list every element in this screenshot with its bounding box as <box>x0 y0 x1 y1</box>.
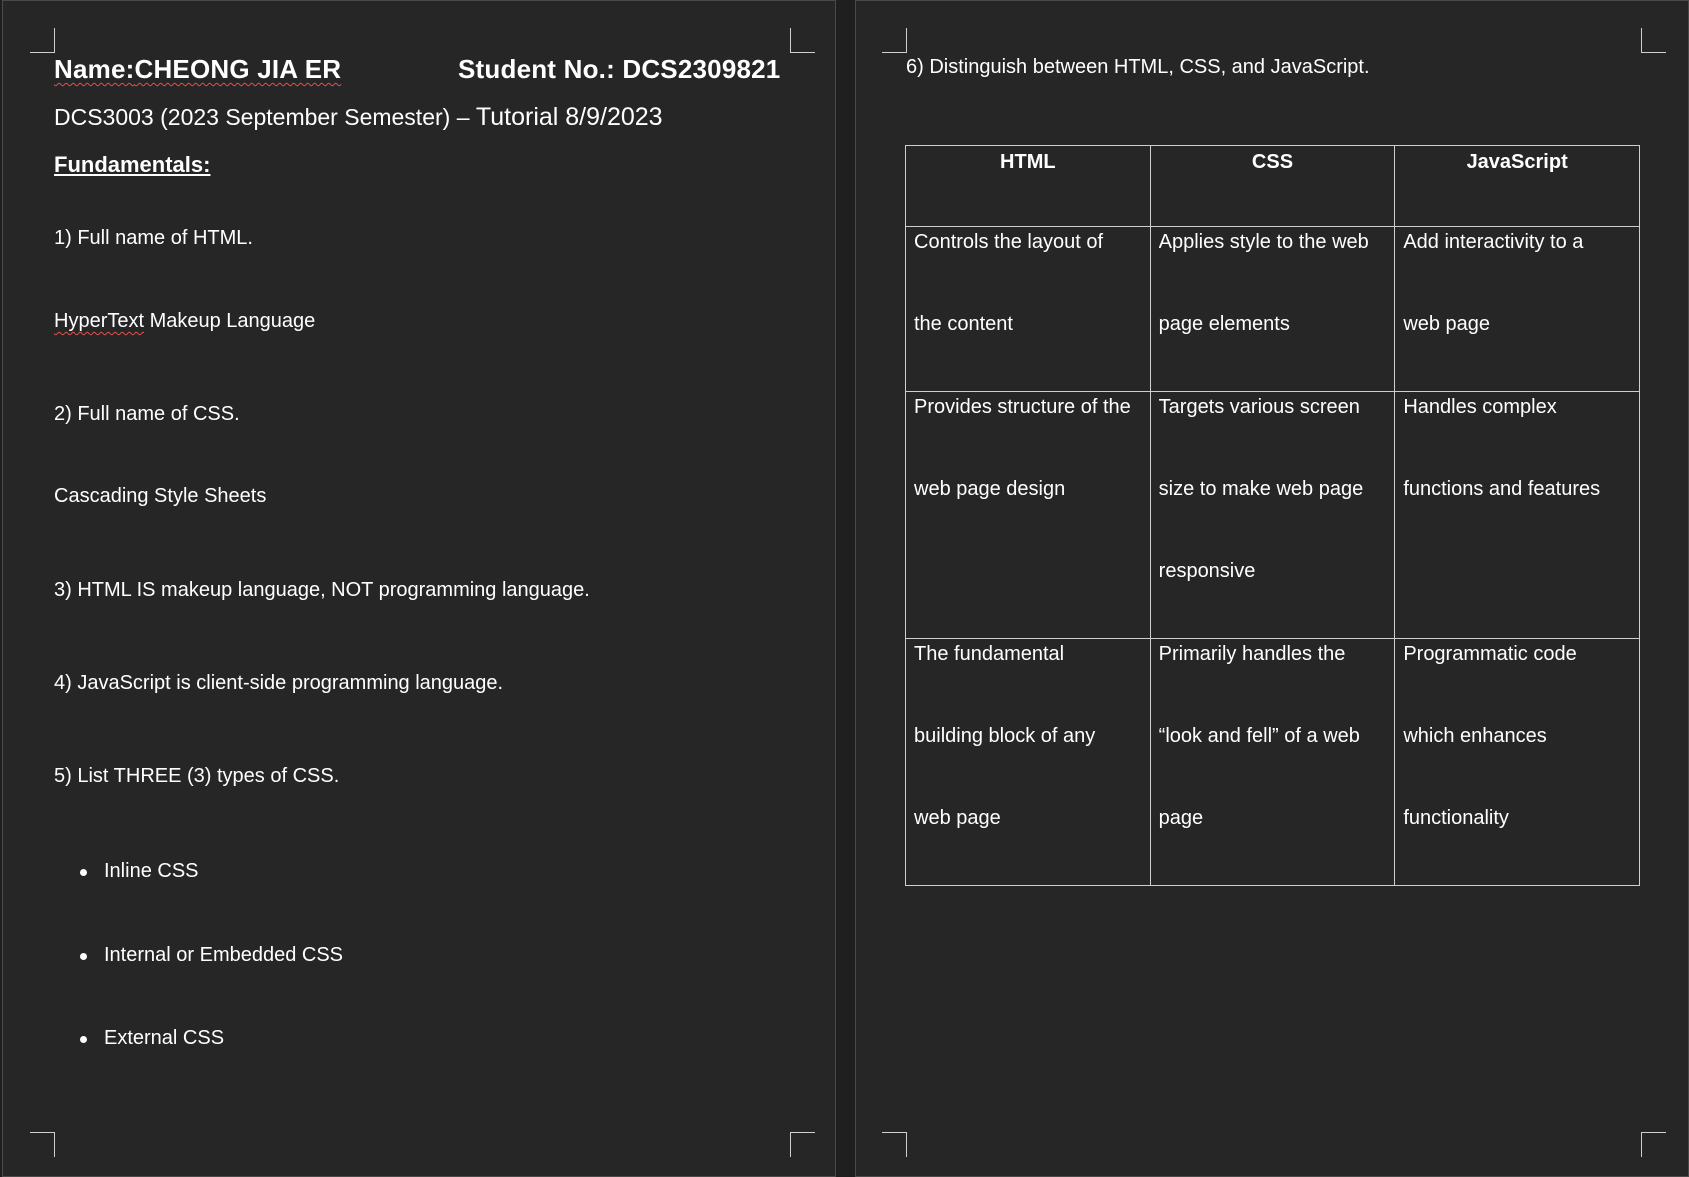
margin-mark-top-left <box>882 28 907 53</box>
margin-mark-bottom-left <box>882 1132 907 1157</box>
table-cell <box>906 392 1151 639</box>
question-2: 2) Full name of CSS. <box>54 403 240 425</box>
bullet-icon <box>80 869 87 876</box>
comparison-table <box>905 145 1640 886</box>
cell-line: web page design <box>914 478 1066 500</box>
table-cell <box>906 227 1151 392</box>
margin-mark-top-left <box>30 28 55 53</box>
cell-line: Primarily handles the <box>1158 643 1346 665</box>
cell-line: Targets various screen <box>1158 396 1360 418</box>
table-cell <box>1395 639 1640 886</box>
bullet-icon <box>80 1036 87 1043</box>
question-5: 5) List THREE (3) types of CSS. <box>54 765 340 787</box>
table-cell <box>906 639 1151 886</box>
table-row <box>906 639 1640 886</box>
list-item <box>104 1027 224 1050</box>
cell-line: Add interactivity to a <box>1403 231 1584 253</box>
margin-mark-top-right <box>1641 28 1666 53</box>
question-1: 1) Full name of HTML. <box>54 227 253 249</box>
question-6: 6) Distinguish between HTML, CSS, and JavaScript. <box>906 56 1370 78</box>
cell-line: The fundamental <box>914 643 1065 665</box>
cell-line: functionality <box>1403 807 1509 829</box>
question-4: 4) JavaScript is client-side programming language. <box>54 672 504 694</box>
table-cell <box>1395 227 1640 392</box>
table-header-cell: HTML <box>906 146 1151 227</box>
table-cell <box>1150 639 1395 886</box>
course-code: DCS3003 (2023 September Semester) – <box>54 104 476 130</box>
section-title: Fundamentals: <box>54 152 211 177</box>
table-header-cell: JavaScript <box>1395 146 1640 227</box>
margin-mark-top-right <box>790 28 815 53</box>
page-1 <box>2 0 836 1177</box>
page-2 <box>855 0 1689 1177</box>
course-subtitle <box>54 103 663 132</box>
table-row <box>906 392 1640 639</box>
bullet-icon <box>80 953 87 960</box>
table-cell <box>1150 392 1395 639</box>
margin-mark-bottom-left <box>30 1132 55 1157</box>
cell-line: “look and fell” of a web <box>1158 725 1360 747</box>
cell-line: building block of any <box>914 725 1096 747</box>
list-item <box>104 944 343 967</box>
answer-1 <box>54 310 315 333</box>
question-3: 3) HTML IS makeup language, NOT programming language. <box>54 579 590 601</box>
table-cell <box>1150 227 1395 392</box>
answer-1-rest: Makeup Language <box>144 310 316 332</box>
answer-2: Cascading Style Sheets <box>54 485 267 507</box>
table-row <box>906 227 1640 392</box>
cell-line: Applies style to the web <box>1158 231 1369 253</box>
cell-line: Provides structure of the <box>914 396 1131 418</box>
student-name <box>54 54 341 85</box>
list-item-label: Internal or Embedded CSS <box>104 944 344 966</box>
cell-line: Programmatic code <box>1403 643 1577 665</box>
cell-line: Controls the layout of <box>914 231 1103 253</box>
table-cell <box>1395 392 1640 639</box>
cell-line: web page <box>914 807 1001 829</box>
margin-mark-bottom-right <box>790 1132 815 1157</box>
cell-line: the content <box>914 313 1013 335</box>
cell-line: page <box>1158 807 1204 829</box>
table-header-cell: CSS <box>1150 146 1395 227</box>
student-number: Student No.: DCS2309821 <box>458 54 781 84</box>
answer-1-first-word: HyperText <box>54 310 145 332</box>
cell-line: responsive <box>1158 560 1256 582</box>
list-item <box>104 860 199 883</box>
list-item-label: Inline CSS <box>104 860 199 882</box>
cell-line: page elements <box>1158 313 1290 335</box>
name-label: Name: <box>54 54 135 84</box>
margin-mark-bottom-right <box>1641 1132 1666 1157</box>
cell-line: Handles complex <box>1403 396 1557 418</box>
name-value: CHEONG JIA ER <box>134 54 342 84</box>
list-item-label: External CSS <box>104 1027 225 1049</box>
cell-line: which enhances <box>1403 725 1547 747</box>
cell-line: web page <box>1403 313 1491 335</box>
table-header-row <box>906 146 1640 227</box>
tutorial-date: Tutorial 8/9/2023 <box>475 103 663 131</box>
cell-line: size to make web page <box>1158 478 1364 500</box>
cell-line: functions and features <box>1403 478 1601 500</box>
